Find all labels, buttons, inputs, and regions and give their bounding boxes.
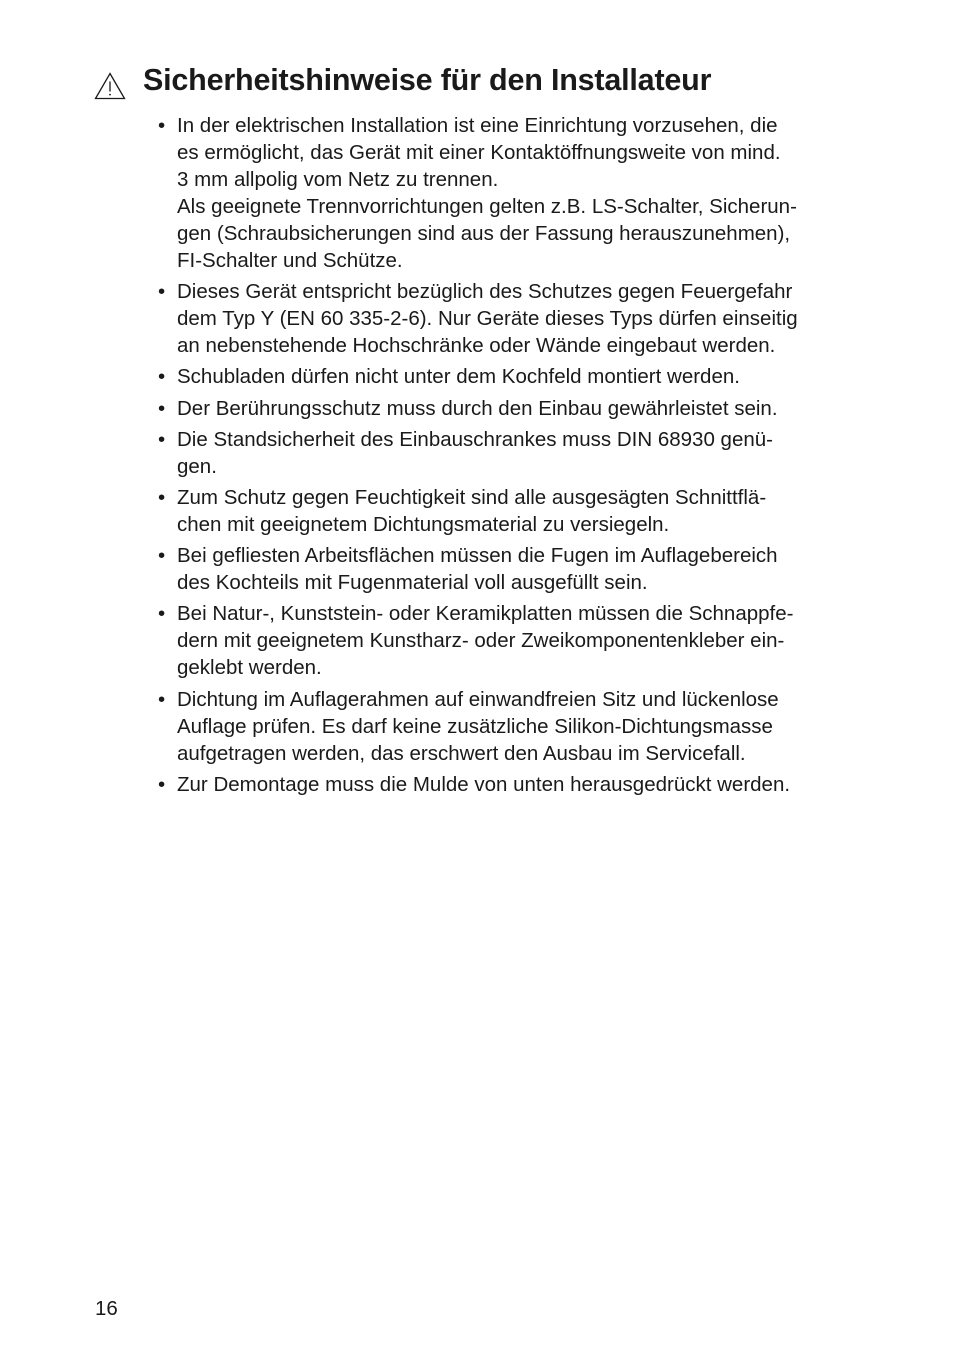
list-item-text-line: • Zum Schutz gegen Feuchtigkeit sind alle ausgesägten Schnittflä- (177, 485, 767, 509)
list-item-text-line: chen mit geeignetem Dichtungsmaterial zu versiegeln. (177, 512, 670, 536)
list-item-text-line: an nebenstehende Hochschränke oder Wände eingebaut werden. (177, 334, 776, 358)
list-item (158, 484, 858, 538)
list-item-text-line: Auflage prüfen. Es darf keine zusätzliche Silikon-Dichtungsmasse (177, 714, 773, 738)
list-item-text-line: • Zur Demontage muss die Mulde von unten herausgedrückt werden. (177, 772, 791, 796)
section-heading (94, 60, 894, 104)
list-item-text-line: dem Typ Y (EN 60 335-2-6). Nur Geräte dieses Typs dürfen einseitig (177, 307, 798, 331)
page-number: 16 (95, 1297, 118, 1320)
list-item-text-line: FI-Schalter und Schütze. (177, 249, 403, 272)
list-item-text-line: • Schubladen dürfen nicht unter dem Kochfeld montiert werden. (177, 365, 740, 389)
list-item (158, 686, 858, 767)
list-item-text-line: gen (Schraubsicherungen sind aus der Fassung herauszunehmen), (177, 222, 791, 245)
list-item (158, 278, 858, 359)
list-item-text-line: • In der elektrischen Installation ist eine Einrichtung vorzusehen, die (177, 114, 778, 137)
list-item-text-line: des Kochteils mit Fugenmaterial voll ausgefüllt sein. (177, 571, 648, 595)
list-item-text-line: 3 mm allpolig vom Netz zu trennen. (177, 168, 499, 191)
list-item-text-line: • Bei Natur-, Kunststein- oder Keramikplatten müssen die Schnappfe- (177, 602, 794, 626)
list-item-text-line: aufgetragen werden, das erschwert den Ausbau im Servicefall. (177, 741, 746, 765)
list-item-text-line: • Dieses Gerät entspricht bezüglich des Schutzes gegen Feuergefahr (177, 280, 793, 304)
safety-instructions-list (158, 112, 858, 802)
page-title: Sicherheitshinweise für den Installateur (143, 63, 712, 97)
list-item-text-line: • Die Standsicherheit des Einbauschrankes muss DIN 68930 genü- (177, 427, 773, 451)
list-item-text-line: es ermöglicht, das Gerät mit einer Kontaktöffnungsweite von mind. (177, 141, 781, 164)
list-item-text-line: Als geeignete Trennvorrichtungen gelten z.B. LS-Schalter, Sicherun- (177, 195, 797, 218)
list-item (158, 426, 858, 480)
list-item (158, 395, 858, 422)
warning-triangle-icon (94, 72, 126, 100)
list-item-text-line: dern mit geeignetem Kunstharz- oder Zweikomponentenkleber ein- (177, 629, 785, 653)
list-item-text-line: gen. (177, 454, 217, 478)
list-item-text-line: • Bei gefliesten Arbeitsflächen müssen die Fugen im Auflagebereich (177, 544, 778, 568)
list-item (158, 771, 858, 798)
list-item (158, 112, 858, 274)
list-item-text-line: • Der Berührungsschutz muss durch den Einbau gewährleistet sein. (177, 396, 778, 420)
list-item (158, 363, 858, 390)
list-item (158, 600, 858, 681)
list-item-text-line: • Dichtung im Auflagerahmen auf einwandfreien Sitz und lückenlose (177, 687, 779, 711)
list-item (158, 542, 858, 596)
list-item-text-line: geklebt werden. (177, 656, 322, 680)
